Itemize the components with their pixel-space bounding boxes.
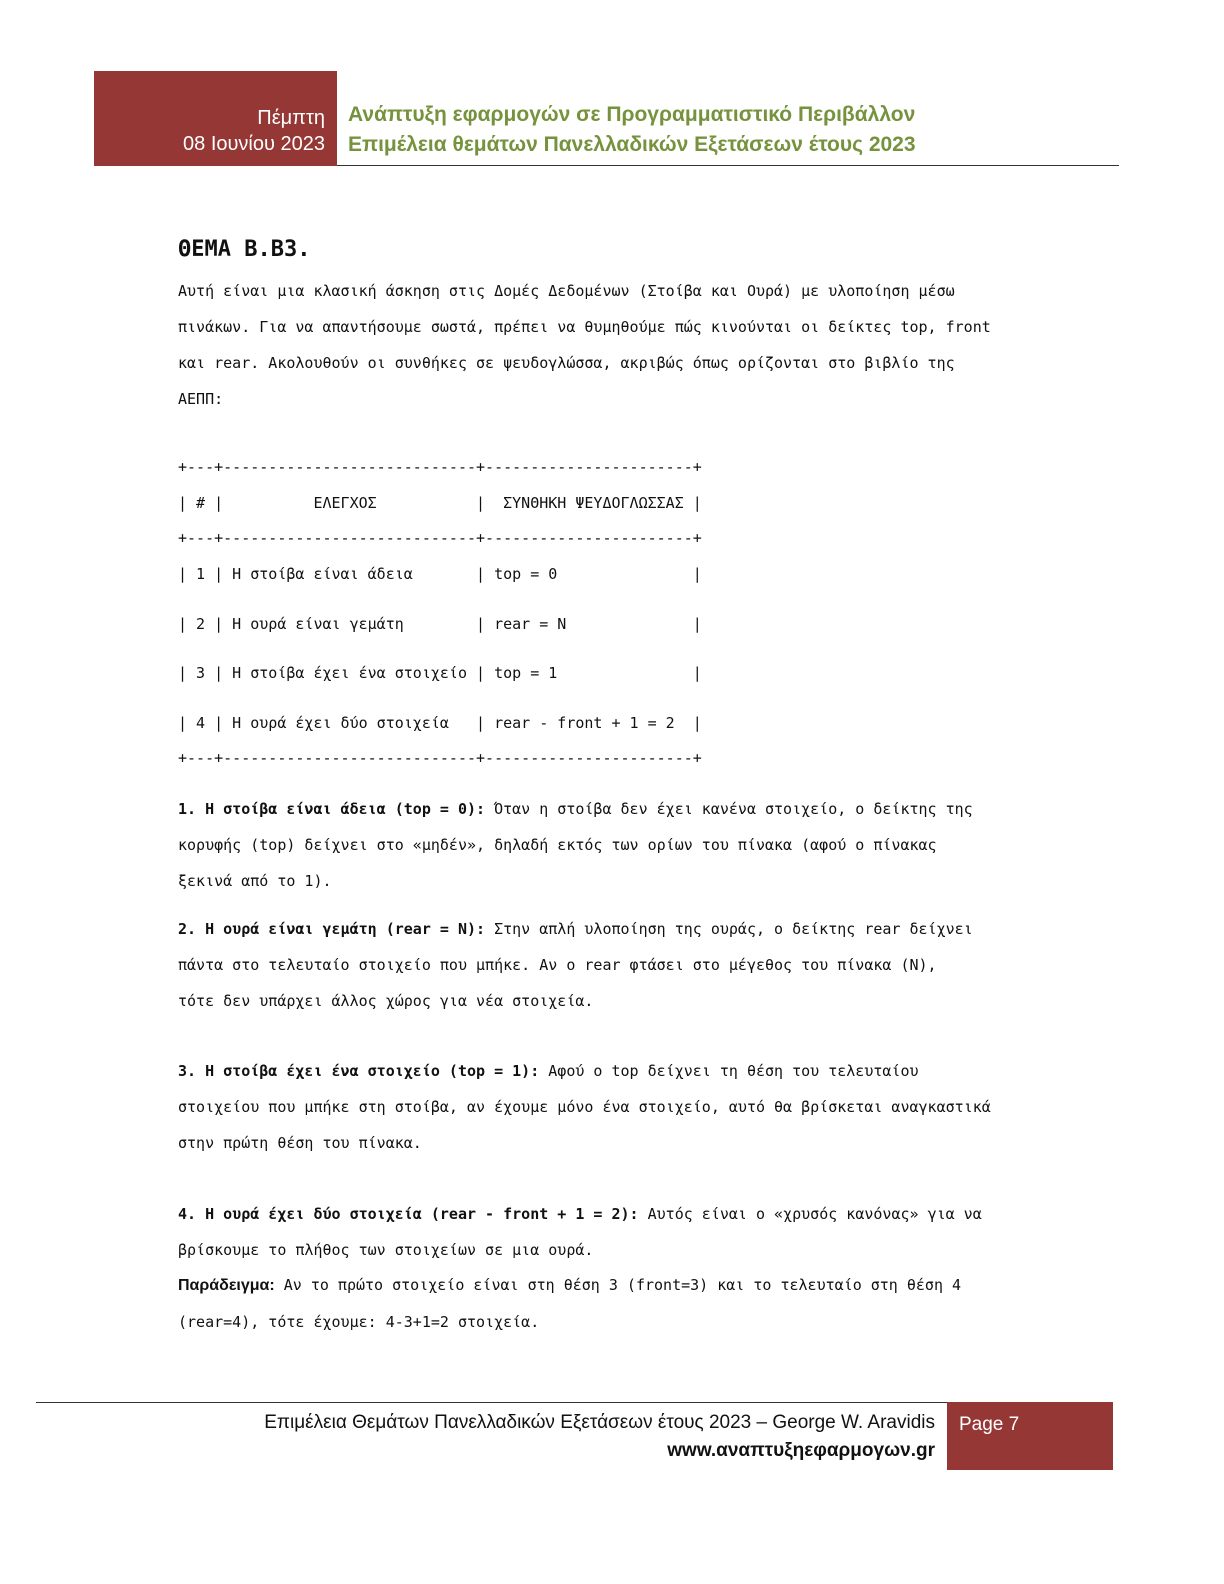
conditions-table <box>178 458 702 767</box>
intro-line: πινάκων. Για να απαντήσουμε σωστά, πρέπει να θυμηθούμε πώς κινούνται οι δείκτες top, front <box>178 318 991 336</box>
explanation-item-3 <box>178 1053 1058 1161</box>
item-text: στοιχείου που μπήκε στη στοίβα, αν έχουμε μόνο ένα στοιχείο, αυτό θα βρίσκεται αναγκαστικά <box>178 1098 991 1116</box>
table-border: +---+----------------------------+-----------------------+ <box>178 529 702 547</box>
intro-line: και rear. Ακολουθούν οι συνθήκες σε ψευδογλώσσα, ακριβώς όπως ορίζονται στο βιβλίο της <box>178 354 955 372</box>
page-number: Page 7 <box>959 1414 1020 1435</box>
example-label: Παράδειγμα: <box>178 1277 275 1294</box>
item-label: 3. Η στοίβα έχει ένα στοιχείο (top = 1): <box>178 1062 540 1080</box>
explanation-item-1 <box>178 791 1058 899</box>
example-text: Αν το πρώτο στοιχείο είναι στη θέση 3 (front=3) και το τελευταίο στη θέση 4 <box>274 1276 962 1294</box>
item-text: βρίσκουμε το πλήθος των στοιχείων σε μια ουρά. <box>178 1241 594 1259</box>
table-row: | 4 | Η ουρά έχει δύο στοιχεία | rear - front + 1 = 2 | <box>178 714 702 732</box>
intro-line: Αυτή είναι μια κλασική άσκηση στις Δομές Δεδομένων (Στοίβα και Ουρά) με υλοποίηση μέσω <box>178 282 955 300</box>
item-label: 4. Η ουρά έχει δύο στοιχεία (rear - front + 1 = 2): <box>178 1205 639 1223</box>
footer-url: www.αναπτυξηεφαρμογων.gr <box>667 1440 935 1461</box>
table-row: | 2 | Η ουρά είναι γεμάτη | rear = N | <box>178 615 702 633</box>
header-day: Πέμπτη <box>257 107 325 129</box>
table-row: | 3 | Η στοίβα έχει ένα στοιχείο | top = 1 | <box>178 664 702 682</box>
header-title-line2: Επιμέλεια θεμάτων Πανελλαδικών Εξετάσεων έτους 2023 <box>348 133 916 156</box>
intro-paragraph <box>178 273 1058 417</box>
header-title-line1: Ανάπτυξη εφαρμογών σε Προγραμματιστικό Περιβάλλον <box>348 103 916 126</box>
table-border: +---+----------------------------+-----------------------+ <box>178 458 702 476</box>
item-text: στην πρώτη θέση του πίνακα. <box>178 1134 422 1152</box>
item-text: τότε δεν υπάρχει άλλος χώρος για νέα στοιχεία. <box>178 992 594 1010</box>
example-paragraph <box>178 1267 1058 1340</box>
item-text: ξεκινά από το 1). <box>178 872 332 890</box>
item-label: 2. Η ουρά είναι γεμάτη (rear = N): <box>178 920 486 938</box>
header-divider <box>337 165 1119 166</box>
table-header-row: | # | ΕΛΕΓΧΟΣ | ΣΥΝΘΗΚΗ ΨΕΥΔΟΓΛΩΣΣΑΣ | <box>178 494 702 512</box>
item-text: Αυτός είναι ο «χρυσός κανόνας» για να <box>638 1205 982 1223</box>
item-label: 1. Η στοίβα είναι άδεια (top = 0): <box>178 800 486 818</box>
item-text: Αφού ο top δείχνει τη θέση του τελευταίου <box>539 1062 919 1080</box>
example-text: (rear=4), τότε έχουμε: 4-3+1=2 στοιχεία. <box>178 1313 540 1331</box>
footer-divider <box>36 1402 948 1403</box>
footer-credit: Επιμέλεια Θεμάτων Πανελλαδικών Εξετάσεων έτους 2023 – George W. Aravidis <box>264 1412 935 1433</box>
item-text: Όταν η στοίβα δεν έχει κανένα στοιχείο, ο δείκτης της <box>485 800 973 818</box>
page-number-box <box>947 1402 1113 1470</box>
header-date: 08 Ιουνίου 2023 <box>183 133 325 155</box>
explanation-item-4 <box>178 1196 1058 1268</box>
table-border: +---+----------------------------+-----------------------+ <box>178 749 702 767</box>
explanation-item-2 <box>178 911 1058 1019</box>
item-text: πάντα στο τελευταίο στοιχείο που μπήκε. Αν ο rear φτάσει στο μέγεθος του πίνακα (N), <box>178 956 937 974</box>
section-heading: ΘΕΜΑ Β.Β3. <box>178 237 311 262</box>
item-text: κορυφής (top) δείχνει στο «μηδέν», δηλαδή εκτός των ορίων του πίνακα (αφού ο πίνακας <box>178 836 937 854</box>
item-text: Στην απλή υλοποίηση της ουράς, ο δείκτης rear δείχνει <box>485 920 973 938</box>
table-row: | 1 | Η στοίβα είναι άδεια | top = 0 | <box>178 565 702 583</box>
intro-line: ΑΕΠΠ: <box>178 390 224 408</box>
header-date-box <box>94 71 337 166</box>
